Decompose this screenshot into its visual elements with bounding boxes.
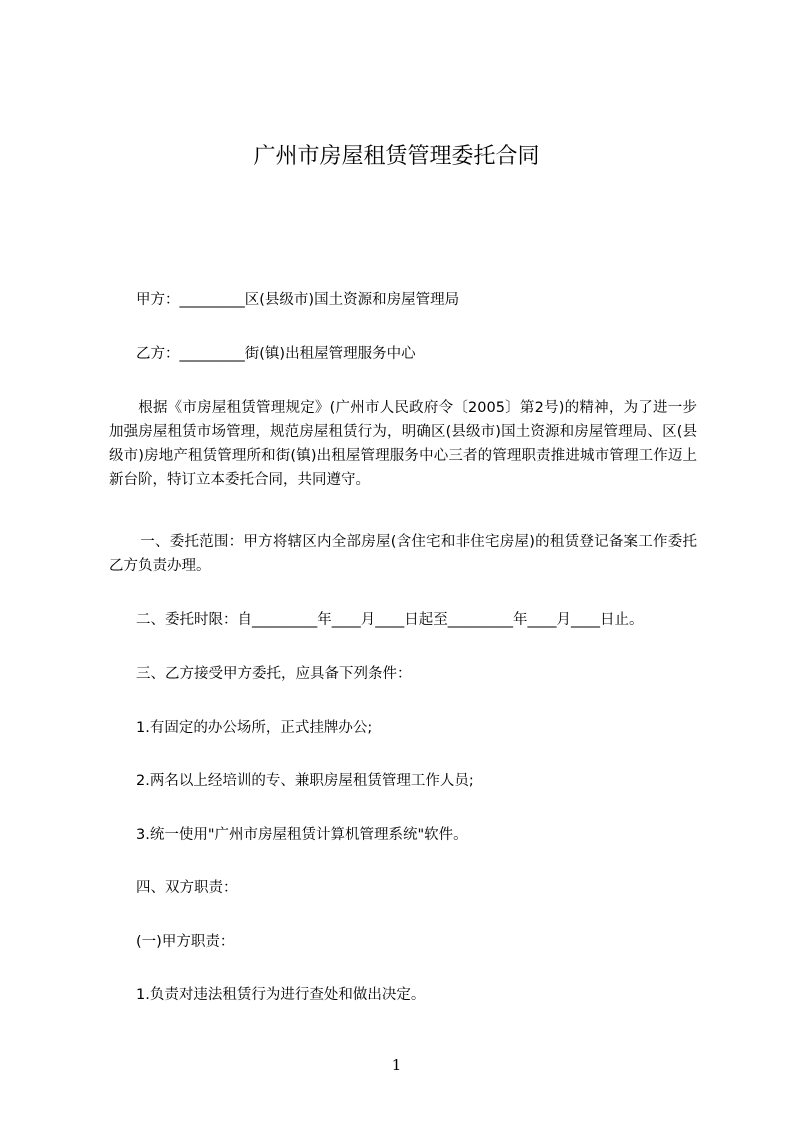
preamble-paragraph [109, 396, 697, 492]
clause-2-line: 二、委托时限：自_________年____月____日起至_________年____月____日止。 [136, 612, 644, 628]
sub-a-line: (一)甲方职责： [136, 934, 235, 950]
document-title: 广州市房屋租赁管理委托合同 [253, 144, 540, 169]
clause-1-paragraph [109, 530, 697, 578]
condition-3-line: 3.统一使用"广州市房屋租赁计算机管理系统"软件。 [136, 827, 468, 843]
condition-1-line: 1.有固定的办公场所，正式挂牌办公; [136, 720, 373, 736]
preamble-text: 根据《市房屋租赁管理规定》(广州市人民政府令〔2005〕第2号)的精神，为了进一步加强房屋租赁市场管理，规范房屋租赁行为，明确区(县级市)国土资源和房屋管理局、区(县级市)房地产租赁管理所和街(镇)出租屋管理服务中心三者的管理职责推进城市管理工作迈上新台阶，特订立本委托合同，共同遵守。 [109, 400, 697, 488]
party-a-line: 甲方：_________区(县级市)国土资源和房屋管理局 [136, 292, 460, 308]
duty-a1-line: 1.负责对违法租赁行为进行查处和做出决定。 [136, 987, 426, 1003]
clause-3-line: 三、乙方接受甲方委托，应具备下列条件： [136, 666, 412, 682]
clause-1-text: 一、委托范围：甲方将辖区内全部房屋(含住宅和非住宅房屋)的租赁登记备案工作委托乙方负责办理。 [109, 534, 697, 574]
party-b-line: 乙方：_________街(镇)出租屋管理服务中心 [136, 346, 416, 362]
condition-2-line: 2.两名以上经培训的专、兼职房屋租赁管理工作人员; [136, 773, 474, 789]
page-number: 1 [391, 1056, 402, 1074]
clause-4-line: 四、双方职责： [136, 880, 238, 896]
